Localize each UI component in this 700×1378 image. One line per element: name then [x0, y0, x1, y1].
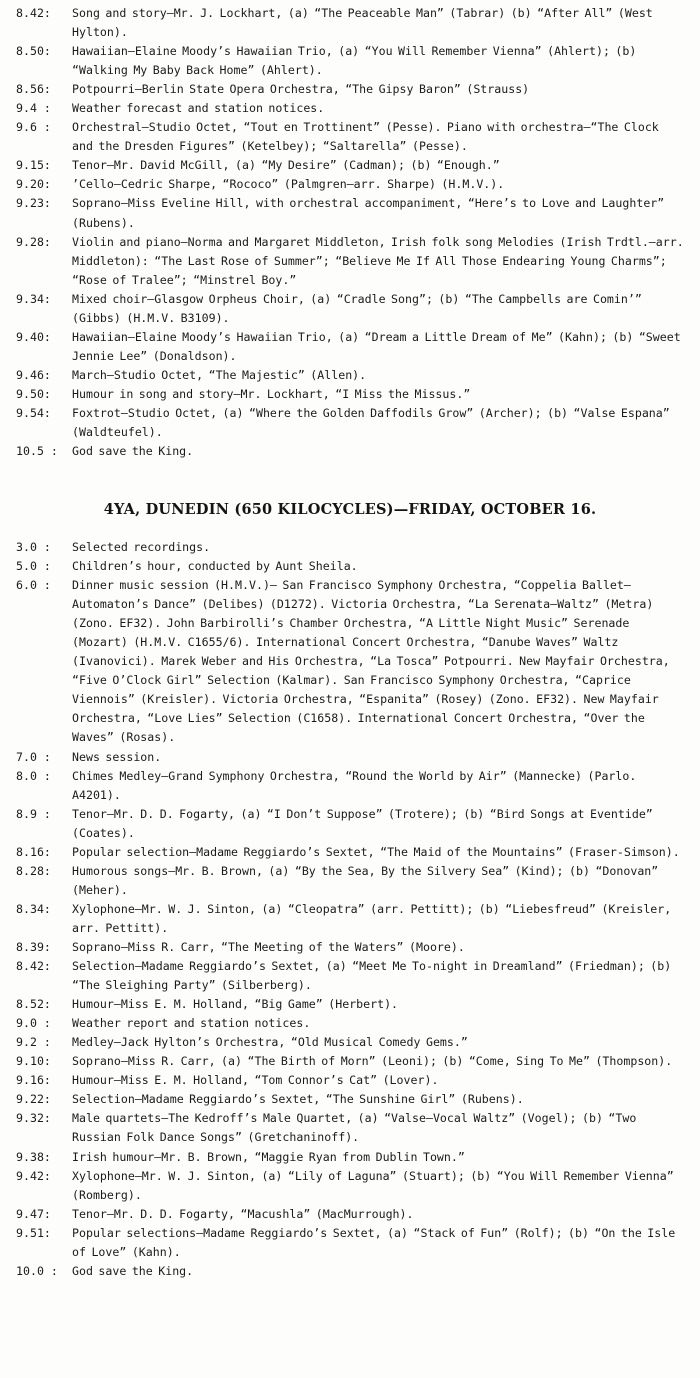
programme-entry: [0, 1167, 700, 1205]
entry-description: Male quartets—The Kedroff’s Male Quartet, (a) “Valse—Vocal Waltz” (Vogel); (b) “Two Russian Folk Dance Songs” (Gretchaninoff).: [72, 1111, 637, 1145]
programme-entry: [0, 1090, 700, 1109]
entry-time: 5.0 :: [16, 559, 51, 574]
entry-description: Humour—Miss E. M. Holland, “Tom Connor’s Cat” (Lover).: [72, 1073, 439, 1088]
entry-description: Medley—Jack Hylton’s Orchestra, “Old Musical Comedy Gems.”: [72, 1035, 468, 1050]
programme-entry: [0, 1071, 700, 1090]
entry-time: 8.28:: [16, 863, 51, 878]
programme-entry: [0, 805, 700, 843]
programme-entry: [0, 366, 700, 385]
programme-entry: [0, 4, 700, 42]
entry-time: 9.20:: [16, 177, 51, 192]
entry-time: 9.34:: [16, 291, 51, 306]
entry-description: Children’s hour, conducted by Aunt Sheila.: [72, 559, 358, 574]
entry-time: 9.47:: [16, 1206, 51, 1221]
entry-time: 3.0 :: [16, 540, 51, 554]
entry-description: News session.: [72, 749, 162, 764]
entry-time: 8.0 :: [16, 768, 51, 783]
programme-entry: [0, 1205, 700, 1224]
programme-entry: [0, 538, 700, 557]
entry-time: 9.6 :: [16, 120, 51, 135]
programme-entry: [0, 194, 700, 232]
entry-description: Humorous songs—Mr. B. Brown, (a) “By the Sea, By the Silvery Sea” (Kind); (b) “Donovan” (Meher).: [72, 863, 659, 897]
entry-time: 8.42:: [16, 6, 51, 20]
programme-entry: [0, 442, 700, 461]
entry-description: Hawaiian—Elaine Moody’s Hawaiian Trio, (a) “You Will Remember Vienna” (Ahlert); (b) “Walking My Baby Back Home” (Ahlert).: [72, 44, 637, 78]
entry-description: Xylophone—Mr. W. J. Sinton, (a) “Lily of Laguna” (Stuart); (b) “You Will Remember Vienna” (Romberg).: [72, 1168, 674, 1202]
entry-time: 9.22:: [16, 1092, 51, 1107]
entry-description: Mixed choir—Glasgow Orpheus Choir, (a) “Cradle Song”; (b) “The Campbells are Comin’” (Gibbs) (H.M.V. B3109).: [72, 291, 642, 325]
entry-description: Violin and piano—Norma and Margaret Middleton, Irish folk song Melodies (Irish Trdtl.—arr. Middleton): “The Last Rose of Summer”; “Believe Me If All Those Endearing Young Charms”; “Rose of Tralee”; “Minstrel Boy.”: [72, 234, 684, 287]
entry-description: Popular selection—Madame Reggiardo’s Sextet, “The Maid of the Mountains” (Fraser-Simson).: [72, 844, 680, 859]
programme-entry: [0, 843, 700, 862]
programme-entry: [0, 576, 700, 747]
programme-entry: [0, 1224, 700, 1262]
entry-description: Dinner music session (H.M.V.)— San Francisco Symphony Orchestra, “Coppelia Ballet—Automaton’s Dance” (Delibes) (D1272). Victoria Orchestra, “La Serenata—Waltz” (Metra) (Zono. EF32). John Barbirolli’s Chamber Orchestra, “A Little Night Music” Serenade (Mozart) (H.M.V. C1655/6). International Concert Orchestra, “Danube Waves” Waltz (Ivanovici). Marek Weber and His Orchestra, “La Tosca” Potpourri. New Mayfair Orchestra, “Five O’Clock Girl” Selection (Kalmar). San Francisco Symphony Orchestra, “Caprice Viennois” (Kreisler). Victoria Orchestra, “Espanita” (Rosey) (Zono. EF32). New Mayfair Orchestra, “Love Lies” Selection (C1658). International Concert Orchestra, “Over the Waves” (Rosas).: [72, 578, 670, 745]
programme-entry: [0, 767, 700, 805]
entry-description: God save the King.: [72, 1263, 194, 1278]
programme-entry: [0, 1148, 700, 1167]
programme-entry: [0, 118, 700, 156]
programme-section-4ya-dunedin: [0, 538, 700, 1281]
entry-time: 9.2 :: [16, 1035, 51, 1050]
programme-entry: [0, 1052, 700, 1071]
entry-description: Soprano—Miss R. Carr, (a) “The Birth of Morn” (Leoni); (b) “Come, Sing To Me” (Thompson).: [72, 1054, 673, 1069]
programme-entry: [0, 42, 700, 80]
programme-entry: [0, 1014, 700, 1033]
entry-description: God save the King.: [72, 444, 194, 459]
entry-description: March—Studio Octet, “The Majestic” (Allen).: [72, 367, 367, 382]
entry-description: Humour—Miss E. M. Holland, “Big Game” (Herbert).: [72, 997, 399, 1012]
entry-time: 9.51:: [16, 1225, 51, 1240]
entry-time: 9.4 :: [16, 101, 51, 116]
entry-time: 8.34:: [16, 901, 51, 916]
entry-description: Weather forecast and station notices.: [72, 101, 325, 116]
programme-entry: [0, 900, 700, 938]
entry-description: Xylophone—Mr. W. J. Sinton, (a) “Cleopatra” (arr. Pettitt); (b) “Liebesfreud” (Kreisler, arr. Pettitt).: [72, 901, 672, 935]
entry-description: ’Cello—Cedric Sharpe, “Rococo” (Palmgren—arr. Sharpe) (H.M.V.).: [72, 177, 505, 192]
entry-time: 9.28:: [16, 234, 51, 249]
programme-entry: [0, 290, 700, 328]
programme-entry: [0, 1109, 700, 1147]
entry-description: Selected recordings.: [72, 540, 211, 554]
programme-entry: [0, 80, 700, 99]
entry-description: Humour in song and story—Mr. Lockhart, “I Miss the Missus.”: [72, 386, 471, 401]
entry-time: 9.32:: [16, 1111, 51, 1126]
entry-description: Foxtrot—Studio Octet, (a) “Where the Golden Daffodils Grow” (Archer); (b) “Valse Espana” (Waldteufel).: [72, 405, 670, 440]
entry-description: Selection—Madame Reggiardo’s Sextet, (a) “Meet Me To-night in Dreamland” (Friedman); (b) “The Sleighing Party” (Silberberg).: [72, 959, 672, 993]
programme-entry: [0, 995, 700, 1014]
entry-time: 9.42:: [16, 1168, 51, 1183]
programme-entry: [0, 938, 700, 957]
programme-entry: [0, 175, 700, 194]
entry-time: 9.38:: [16, 1149, 51, 1164]
entry-description: Hawaiian—Elaine Moody’s Hawaiian Trio, (a) “Dream a Little Dream of Me” (Kahn); (b) “Sweet Jennie Lee” (Donaldson).: [72, 329, 681, 363]
entry-time: 9.46:: [16, 367, 51, 382]
programme-section-previous: [0, 4, 700, 461]
entry-description: Irish humour—Mr. B. Brown, “Maggie Ryan from Dublin Town.”: [72, 1149, 465, 1164]
programme-entry: [0, 385, 700, 404]
entry-description: Song and story—Mr. J. Lockhart, (a) “The Peaceable Man” (Tabrar) (b) “After All” (West Hylton).: [72, 6, 653, 40]
entry-time: 9.40:: [16, 329, 51, 344]
entry-time: 7.0 :: [16, 749, 51, 764]
programme-entry: [0, 404, 700, 442]
entry-description: Soprano—Miss Eveline Hill, with orchestral accompaniment, “Here’s to Love and Laughter” (Rubens).: [72, 196, 665, 230]
entry-description: Weather report and station notices.: [72, 1016, 311, 1031]
entry-time: 9.23:: [16, 196, 51, 211]
entry-description: Chimes Medley—Grand Symphony Orchestra, “Round the World by Air” (Mannecke) (Parlo. A4201).: [72, 768, 637, 802]
entry-description: Tenor—Mr. D. D. Fogarty, “Macushla” (MacMurrough).: [72, 1206, 414, 1221]
entry-time: 8.39:: [16, 939, 51, 954]
entry-description: Tenor—Mr. D. D. Fogarty, (a) “I Don’t Suppose” (Trotere); (b) “Bird Songs at Eventide” (Coates).: [72, 806, 653, 840]
programme-entry: [0, 957, 700, 995]
entry-description: Potpourri—Berlin State Opera Orchestra, “The Gipsy Baron” (Strauss): [72, 82, 530, 97]
entry-time: 9.50:: [16, 386, 51, 401]
entry-time: 9.15:: [16, 158, 51, 173]
entry-time: 9.0 :: [16, 1016, 51, 1031]
programme-entry: [0, 156, 700, 175]
entry-time: 6.0 :: [16, 578, 51, 593]
programme-entry: [0, 99, 700, 118]
entry-description: Soprano—Miss R. Carr, “The Meeting of the Waters” (Moore).: [72, 939, 465, 954]
entry-time: 9.16:: [16, 1073, 51, 1088]
entry-description: Popular selections—Madame Reggiardo’s Sextet, (a) “Stack of Fun” (Rolf); (b) “On the Isle of Love” (Kahn).: [72, 1225, 676, 1259]
entry-time: 10.0 :: [16, 1263, 58, 1278]
programme-entry: [0, 328, 700, 366]
entry-time: 8.16:: [16, 844, 51, 859]
entry-time: 9.10:: [16, 1054, 51, 1069]
entry-time: 8.42:: [16, 959, 51, 974]
programme-entry: [0, 557, 700, 576]
programme-entry: [0, 748, 700, 767]
entry-description: Orchestral—Studio Octet, “Tout en Trottinent” (Pesse). Piano with orchestra—“The Clock and the Dresden Figures” (Ketelbey); “Saltarella” (Pesse).: [72, 120, 659, 154]
entry-time: 9.54:: [16, 405, 51, 420]
entry-time: 8.56:: [16, 82, 51, 97]
programme-entry: [0, 1262, 700, 1281]
entry-description: Tenor—Mr. David McGill, (a) “My Desire” (Cadman); (b) “Enough.”: [72, 158, 500, 173]
programme-entry: [0, 862, 700, 900]
programme-entry: [0, 233, 700, 290]
entry-time: 10.5 :: [16, 444, 58, 459]
entry-description: Selection—Madame Reggiardo’s Sextet, “The Sunshine Girl” (Rubens).: [72, 1092, 524, 1107]
station-heading: 4YA, DUNEDIN (650 KILOCYCLES)—FRIDAY, OCTOBER 16.: [103, 501, 597, 518]
entry-time: 8.50:: [16, 44, 51, 59]
entry-time: 8.52:: [16, 997, 51, 1012]
programme-entry: [0, 1033, 700, 1052]
entry-time: 8.9 :: [16, 806, 51, 821]
